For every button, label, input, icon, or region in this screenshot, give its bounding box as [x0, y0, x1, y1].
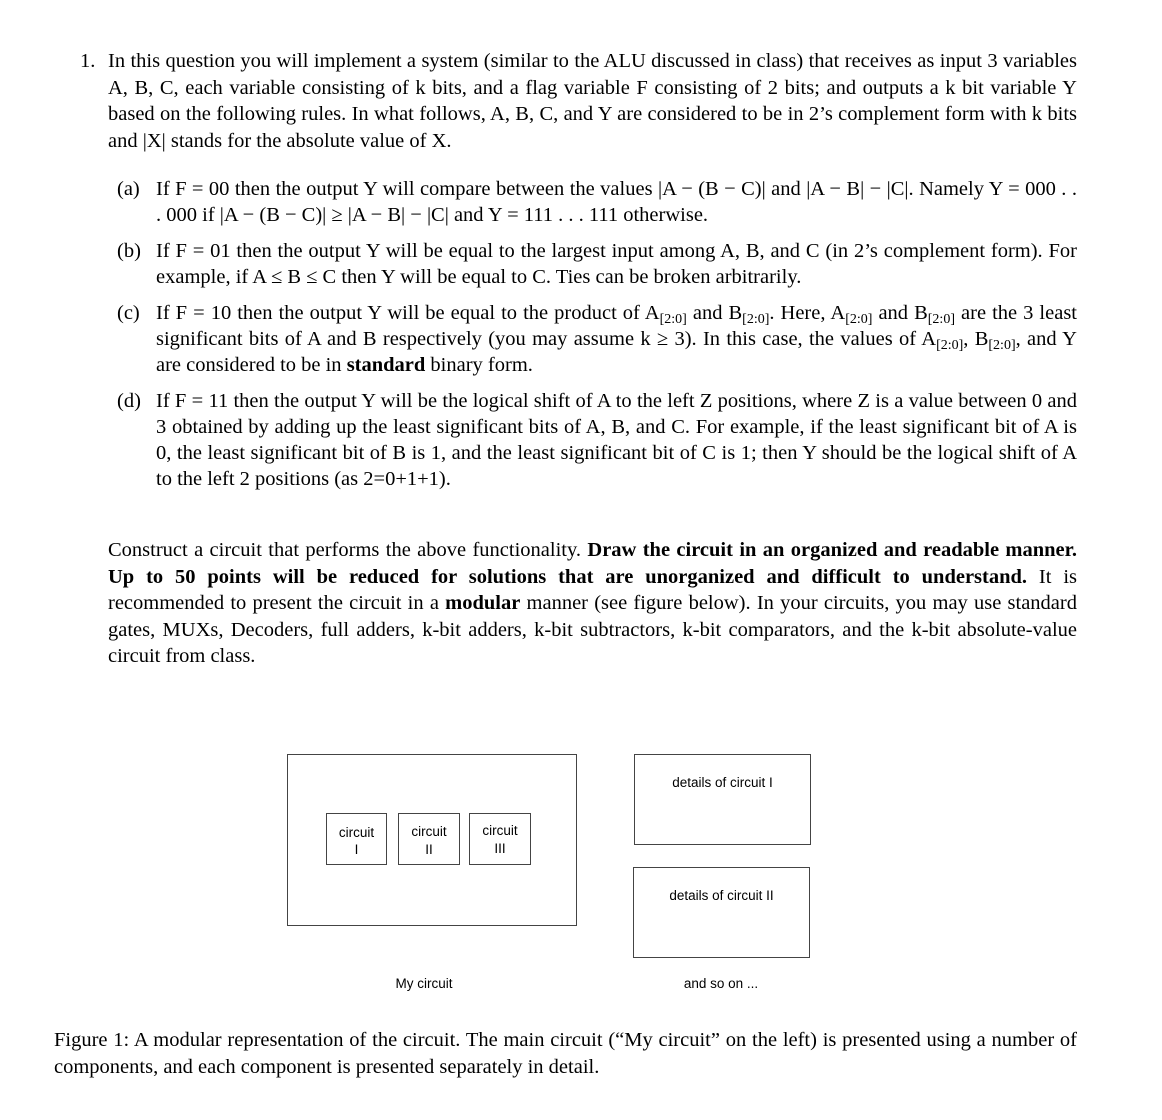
my-circuit-label: My circuit: [395, 976, 453, 991]
question-1: [80, 48, 1077, 154]
construct-bold-1: Draw the circuit in an organized and readable manner. Up to 50 points will be reduced for solutions that are unorganized and difficult to understand.: [108, 539, 1077, 588]
part-c-sub-6: [2:0]: [988, 338, 1016, 353]
part-c-sub-2: [2:0]: [742, 312, 770, 327]
details-circuit-1-box: [634, 754, 811, 845]
circuit-3-box: [469, 813, 531, 865]
part-a-label: (a): [117, 178, 140, 200]
part-c-text: [156, 300, 1077, 378]
part-c-text-6: , B: [963, 328, 989, 350]
part-c-sub-3: [2:0]: [845, 312, 873, 327]
part-c-text-7: , and Y are considered to be in: [156, 328, 1077, 376]
circuit-1-box: [326, 813, 387, 865]
details-circuit-1-label: details of circuit I: [672, 775, 773, 790]
part-b: [117, 238, 1077, 290]
part-c-text-2: and B: [686, 302, 743, 324]
part-d-label: (d): [117, 390, 141, 412]
part-b-text: If F = 01 then the output Y will be equal to the largest input among A, B, and C (in 2’s complement form). For example, if A ≤ B ≤ C then Y will be equal to C. Ties can be broken arbitrarily.: [156, 240, 1077, 288]
construct-text-2: It is recommended to present the circuit in a: [108, 565, 1077, 614]
details-circuit-2-label: details of circuit II: [669, 888, 774, 903]
part-c-text-3: . Here, A: [769, 302, 846, 324]
part-c-sub-4: [2:0]: [927, 312, 955, 327]
part-d-text: If F = 11 then the output Y will be the logical shift of A to the left Z positions, where Z is a value between 0 and 3 obtained by adding up the least significant bits of A, B, and C. For example, if the least significant bit of A is 0, the least significant bit of B is 1, and the least significant bit of C is 1; then Y should be the logical shift of A to the left 2 positions (as 2=0+1+1).: [156, 390, 1077, 490]
part-a: [117, 176, 1077, 228]
figure-caption: Figure 1: A modular representation of the circuit. The main circuit (“My circuit” on the left) is presented using a number of components, and each component is presented separately in detail.: [54, 1029, 1077, 1078]
circuit-1-label: circuit: [338, 825, 375, 840]
part-d: [117, 388, 1077, 492]
part-c: [117, 300, 1077, 378]
part-c-text-5: are the 3 least significant bits of A and B respectively (you may assume k ≥ 3). In this case, the values of A: [156, 302, 1077, 350]
part-a-text: If F = 00 then the output Y will compare between the values |A − (B − C)| and |A − B| − |C|. Namely Y = 000 . . . 000 if |A − (B − C)| ≥ |A − B| − |C| and Y = 111 . . . 111 otherwise.: [156, 178, 1077, 226]
construct-text-1: Construct a circuit that performs the above functionality.: [108, 539, 588, 561]
part-b-label: (b): [117, 240, 141, 262]
part-c-sub-1: [2:0]: [659, 312, 687, 327]
question-number: 1.: [80, 50, 96, 72]
question-intro: In this question you will implement a system (similar to the ALU discussed in class) that receives as input 3 variables A, B, C, each variable consisting of k bits, and a flag variable F consisting of 2 bits; and outputs a k bit variable Y based on the following rules. In what follows, A, B, C, and Y are considered to be in 2’s complement form with k bits and |X| stands for the absolute value of X.: [108, 50, 1077, 152]
part-c-sub-5: [2:0]: [936, 338, 964, 353]
circuit-1-numeral: I: [354, 842, 359, 857]
part-c-text-8: binary form.: [425, 354, 533, 376]
details-circuit-2-box: [633, 867, 810, 958]
circuit-3-label: circuit: [482, 823, 518, 838]
circuit-2-numeral: II: [425, 842, 433, 857]
circuit-2-label: circuit: [411, 824, 447, 839]
part-c-bold-standard: standard: [346, 354, 426, 376]
part-c-text-1: If F = 10 then the output Y will be equal to the product of A: [156, 302, 660, 324]
construct-bold-modular: modular: [445, 592, 521, 614]
circuit-3-numeral: III: [494, 841, 506, 856]
part-c-text-4: and B: [872, 302, 928, 324]
construct-text-3: manner (see figure below). In your circuits, you may use standard gates, MUXs, Decoders, full adders, k-bit adders, k-bit subtractors, k-bit comparators, and the k-bit absolute-value circuit from class.: [108, 592, 1077, 667]
and-so-on-label: and so on ...: [683, 976, 759, 991]
circuit-2-box: [398, 813, 460, 865]
question-parts: [117, 176, 1077, 502]
part-c-label: (c): [117, 302, 140, 324]
construct-paragraph: [108, 537, 1077, 670]
